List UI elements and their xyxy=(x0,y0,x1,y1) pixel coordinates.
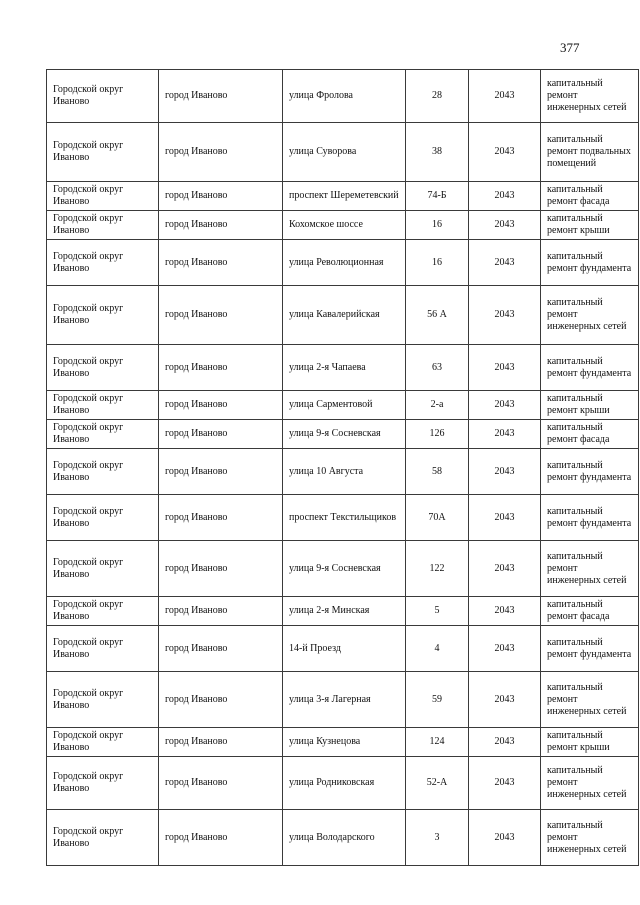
city-cell: город Иваново xyxy=(159,541,283,597)
work-type-cell: капитальный ремонт фундамента xyxy=(541,626,639,672)
work-type-cell: капитальный ремонт инженерных сетей xyxy=(541,541,639,597)
street-cell: проспект Текстильщиков xyxy=(283,495,406,541)
street-cell: улица 3-я Лагерная xyxy=(283,672,406,728)
repair-schedule-table xyxy=(46,69,639,866)
house-number-cell: 58 xyxy=(406,449,469,495)
work-type-cell: капитальный ремонт фундамента xyxy=(541,495,639,541)
district-cell: Городской округ Иваново xyxy=(47,810,159,866)
year-cell: 2043 xyxy=(469,626,541,672)
house-number-cell: 70А xyxy=(406,495,469,541)
table-row xyxy=(47,728,639,757)
street-cell: улица Фролова xyxy=(283,70,406,123)
district-cell: Городской округ Иваново xyxy=(47,449,159,495)
table-row xyxy=(47,810,639,866)
city-cell: город Иваново xyxy=(159,449,283,495)
table-row xyxy=(47,495,639,541)
year-cell: 2043 xyxy=(469,495,541,541)
district-cell: Городской округ Иваново xyxy=(47,123,159,182)
house-number-cell: 59 xyxy=(406,672,469,728)
house-number-cell: 122 xyxy=(406,541,469,597)
district-cell: Городской округ Иваново xyxy=(47,597,159,626)
city-cell: город Иваново xyxy=(159,810,283,866)
city-cell: город Иваново xyxy=(159,240,283,286)
city-cell: город Иваново xyxy=(159,672,283,728)
district-cell: Городской округ Иваново xyxy=(47,626,159,672)
district-cell: Городской округ Иваново xyxy=(47,541,159,597)
street-cell: улица 9-я Сосневская xyxy=(283,541,406,597)
work-type-cell: капитальный ремонт инженерных сетей xyxy=(541,757,639,810)
work-type-cell: капитальный ремонт фасада xyxy=(541,597,639,626)
city-cell: город Иваново xyxy=(159,70,283,123)
work-type-cell: капитальный ремонт крыши xyxy=(541,728,639,757)
work-type-cell: капитальный ремонт фундамента xyxy=(541,449,639,495)
year-cell: 2043 xyxy=(469,211,541,240)
table-row xyxy=(47,182,639,211)
house-number-cell: 38 xyxy=(406,123,469,182)
table-row xyxy=(47,345,639,391)
table-row xyxy=(47,672,639,728)
table-row xyxy=(47,541,639,597)
district-cell: Городской округ Иваново xyxy=(47,345,159,391)
year-cell: 2043 xyxy=(469,70,541,123)
table-body xyxy=(47,70,639,866)
house-number-cell: 2-а xyxy=(406,391,469,420)
work-type-cell: капитальный ремонт фундамента xyxy=(541,345,639,391)
house-number-cell: 74-Б xyxy=(406,182,469,211)
table-row xyxy=(47,240,639,286)
city-cell: город Иваново xyxy=(159,123,283,182)
city-cell: город Иваново xyxy=(159,211,283,240)
year-cell: 2043 xyxy=(469,810,541,866)
year-cell: 2043 xyxy=(469,541,541,597)
street-cell: улица 10 Августа xyxy=(283,449,406,495)
table-row xyxy=(47,286,639,345)
year-cell: 2043 xyxy=(469,345,541,391)
work-type-cell: капитальный ремонт крыши xyxy=(541,391,639,420)
city-cell: город Иваново xyxy=(159,757,283,810)
city-cell: город Иваново xyxy=(159,728,283,757)
street-cell: улица Сарментовой xyxy=(283,391,406,420)
street-cell: улица 2-я Чапаева xyxy=(283,345,406,391)
city-cell: город Иваново xyxy=(159,345,283,391)
table-row xyxy=(47,626,639,672)
table-row xyxy=(47,420,639,449)
district-cell: Городской округ Иваново xyxy=(47,182,159,211)
table-row xyxy=(47,391,639,420)
work-type-cell: капитальный ремонт инженерных сетей xyxy=(541,70,639,123)
year-cell: 2043 xyxy=(469,449,541,495)
street-cell: улица Кузнецова xyxy=(283,728,406,757)
year-cell: 2043 xyxy=(469,757,541,810)
house-number-cell: 16 xyxy=(406,240,469,286)
district-cell: Городской округ Иваново xyxy=(47,728,159,757)
district-cell: Городской округ Иваново xyxy=(47,757,159,810)
table-row xyxy=(47,70,639,123)
city-cell: город Иваново xyxy=(159,597,283,626)
city-cell: город Иваново xyxy=(159,286,283,345)
city-cell: город Иваново xyxy=(159,391,283,420)
work-type-cell: капитальный ремонт фасада xyxy=(541,420,639,449)
district-cell: Городской округ Иваново xyxy=(47,672,159,728)
street-cell: проспект Шереметевский xyxy=(283,182,406,211)
year-cell: 2043 xyxy=(469,391,541,420)
street-cell: улица Родниковская xyxy=(283,757,406,810)
street-cell: Кохомское шоссе xyxy=(283,211,406,240)
street-cell: улица Кавалерийская xyxy=(283,286,406,345)
year-cell: 2043 xyxy=(469,182,541,211)
house-number-cell: 52-А xyxy=(406,757,469,810)
year-cell: 2043 xyxy=(469,123,541,182)
work-type-cell: капитальный ремонт фасада xyxy=(541,182,639,211)
house-number-cell: 3 xyxy=(406,810,469,866)
district-cell: Городской округ Иваново xyxy=(47,211,159,240)
city-cell: город Иваново xyxy=(159,182,283,211)
table-row xyxy=(47,211,639,240)
page-number: 377 xyxy=(560,40,580,55)
street-cell: улица Революционная xyxy=(283,240,406,286)
work-type-cell: капитальный ремонт подвальных помещений xyxy=(541,123,639,182)
house-number-cell: 63 xyxy=(406,345,469,391)
city-cell: город Иваново xyxy=(159,495,283,541)
house-number-cell: 4 xyxy=(406,626,469,672)
district-cell: Городской округ Иваново xyxy=(47,240,159,286)
table-row xyxy=(47,597,639,626)
work-type-cell: капитальный ремонт инженерных сетей xyxy=(541,810,639,866)
district-cell: Городской округ Иваново xyxy=(47,420,159,449)
house-number-cell: 124 xyxy=(406,728,469,757)
district-cell: Городской округ Иваново xyxy=(47,70,159,123)
work-type-cell: капитальный ремонт инженерных сетей xyxy=(541,286,639,345)
house-number-cell: 126 xyxy=(406,420,469,449)
table-row xyxy=(47,757,639,810)
table-row xyxy=(47,449,639,495)
house-number-cell: 56 А xyxy=(406,286,469,345)
year-cell: 2043 xyxy=(469,240,541,286)
street-cell: улица Суворова xyxy=(283,123,406,182)
street-cell: улица Володарского xyxy=(283,810,406,866)
work-type-cell: капитальный ремонт фундамента xyxy=(541,240,639,286)
district-cell: Городской округ Иваново xyxy=(47,286,159,345)
table-row xyxy=(47,123,639,182)
street-cell: улица 9-я Сосневская xyxy=(283,420,406,449)
year-cell: 2043 xyxy=(469,672,541,728)
city-cell: город Иваново xyxy=(159,626,283,672)
district-cell: Городской округ Иваново xyxy=(47,391,159,420)
house-number-cell: 16 xyxy=(406,211,469,240)
street-cell: улица 2-я Минская xyxy=(283,597,406,626)
year-cell: 2043 xyxy=(469,597,541,626)
year-cell: 2043 xyxy=(469,728,541,757)
work-type-cell: капитальный ремонт инженерных сетей xyxy=(541,672,639,728)
work-type-cell: капитальный ремонт крыши xyxy=(541,211,639,240)
year-cell: 2043 xyxy=(469,420,541,449)
street-cell: 14-й Проезд xyxy=(283,626,406,672)
house-number-cell: 5 xyxy=(406,597,469,626)
year-cell: 2043 xyxy=(469,286,541,345)
district-cell: Городской округ Иваново xyxy=(47,495,159,541)
city-cell: город Иваново xyxy=(159,420,283,449)
house-number-cell: 28 xyxy=(406,70,469,123)
